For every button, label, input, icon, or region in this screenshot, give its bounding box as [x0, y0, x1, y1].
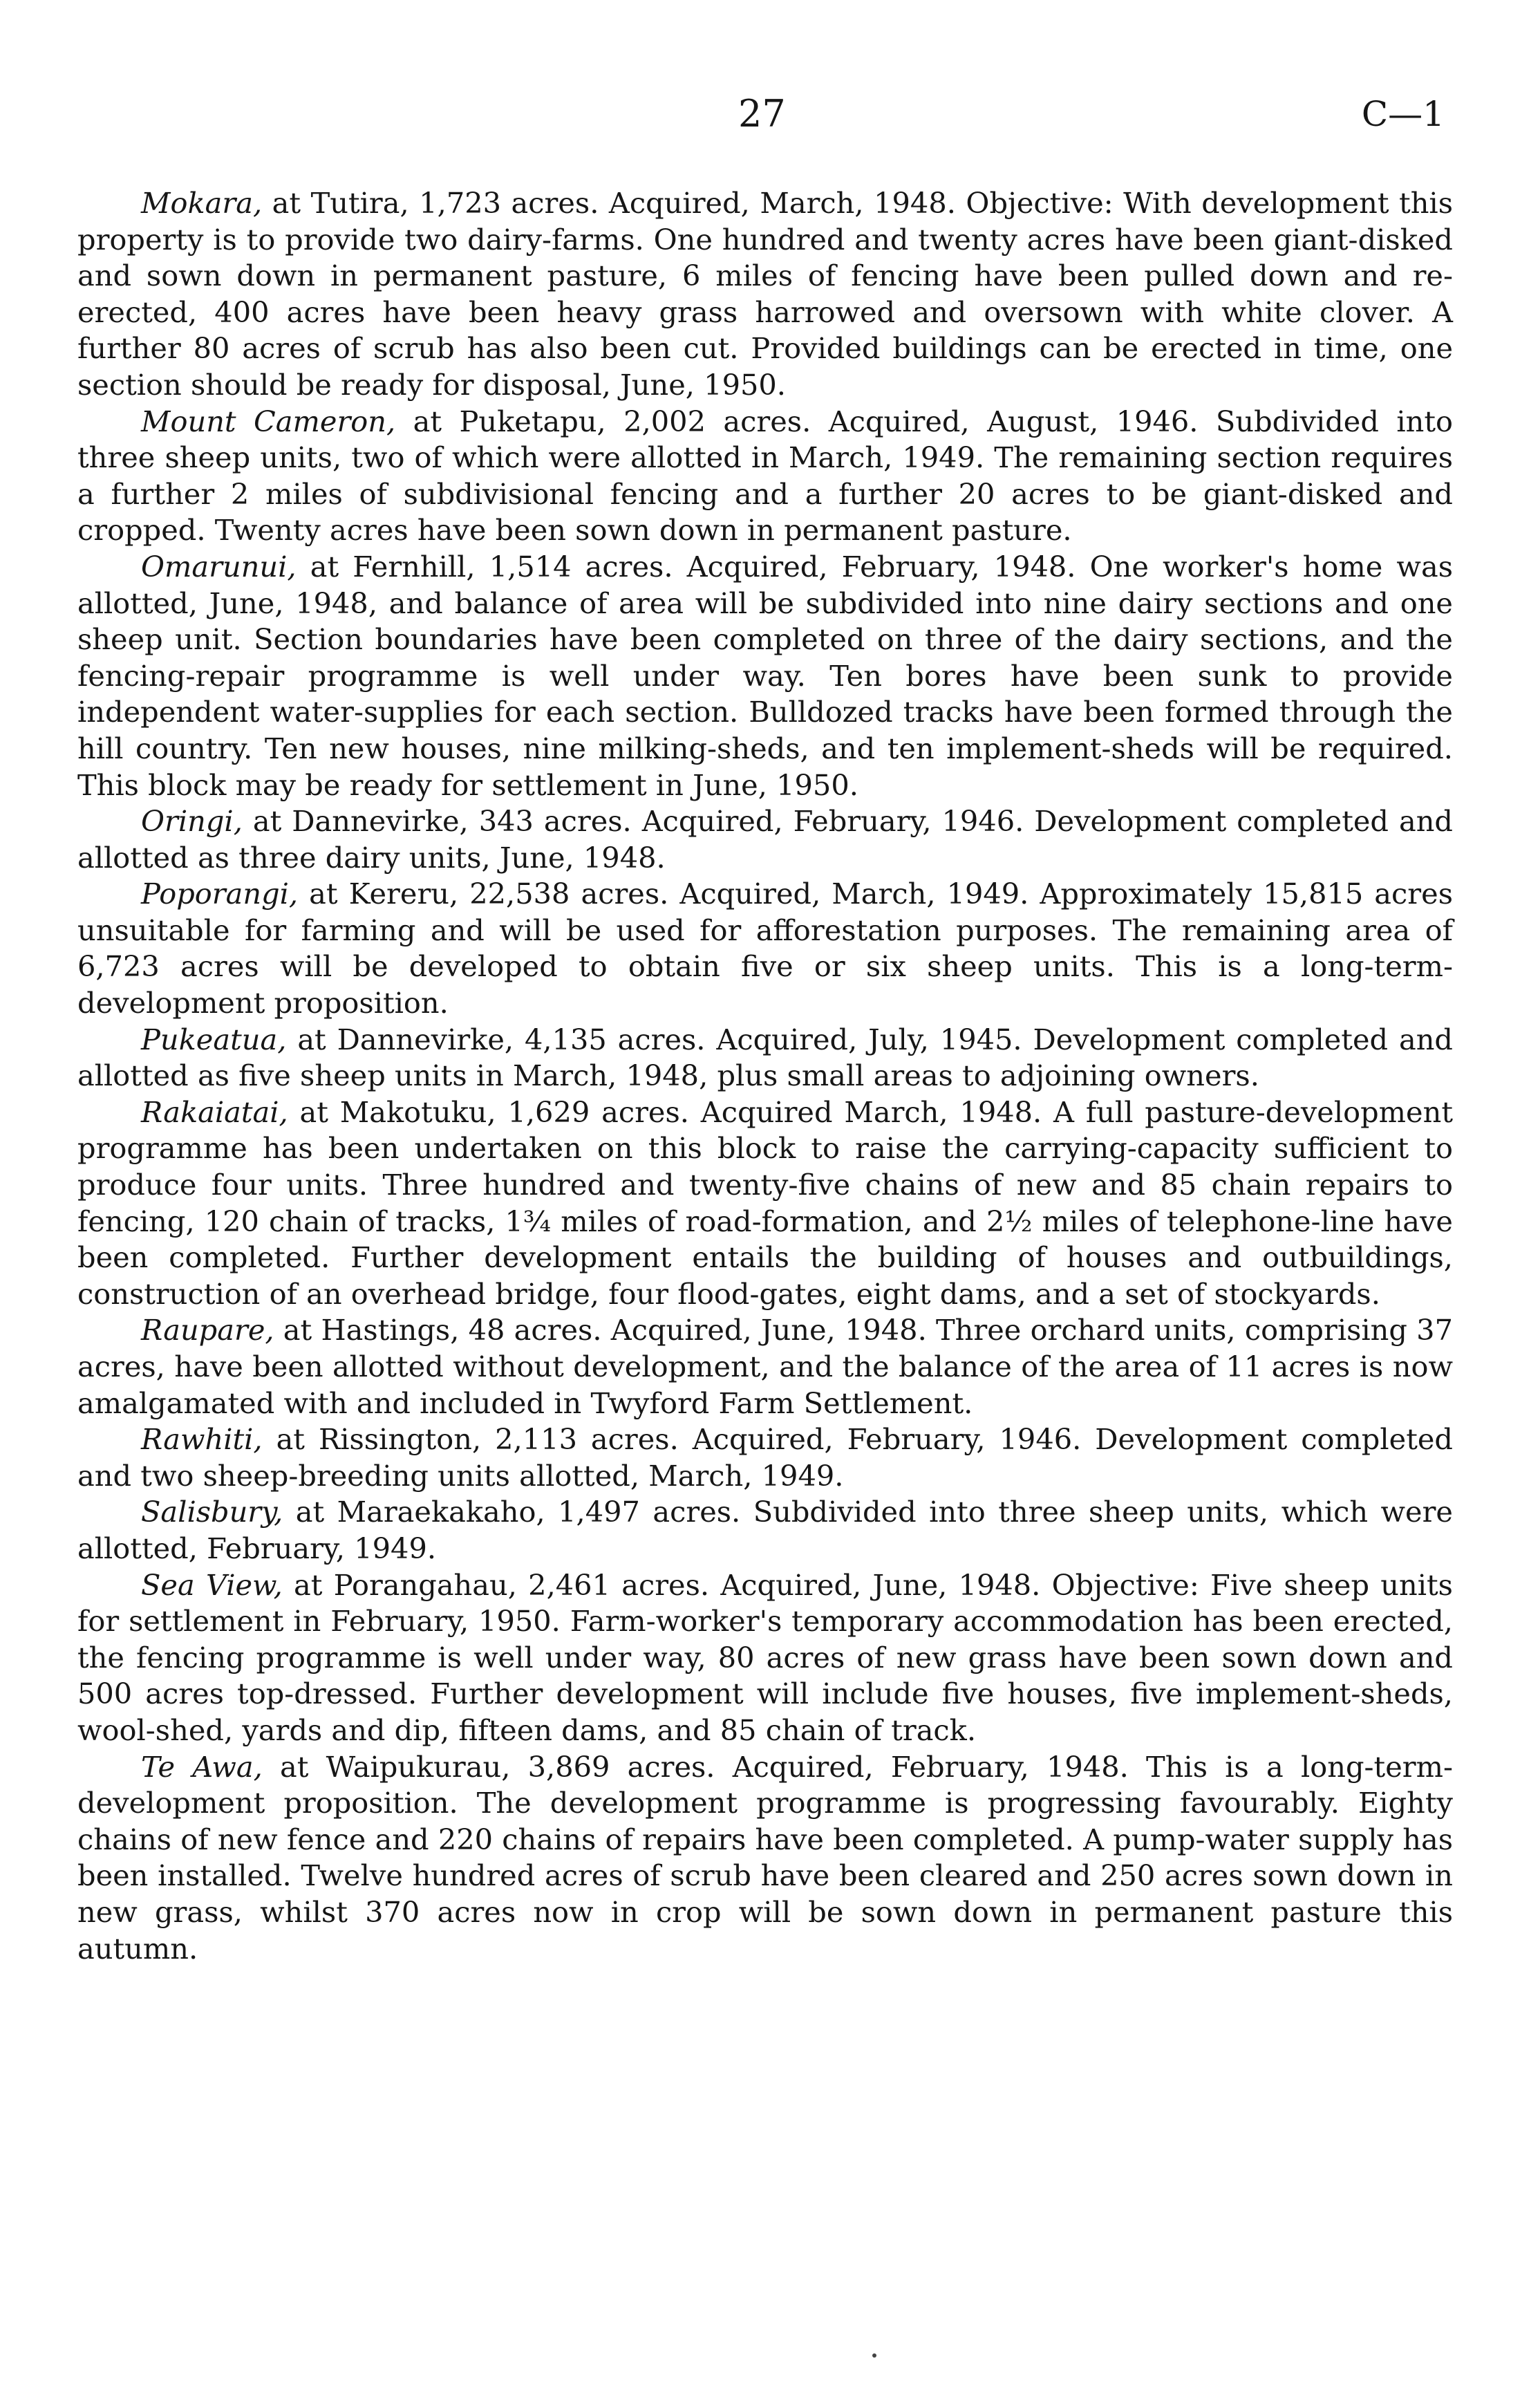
- entry-text: at Rissington, 2,113 acres. Acquired, February, 1946. Development completed and two sheep-breeding units allotted, March, 1949.: [77, 1422, 1453, 1493]
- entry-name: Mokara,: [141, 186, 263, 220]
- entry-text: at Dannevirke, 343 acres. Acquired, February, 1946. Development completed and allotted as three dairy units, June, 1948.: [77, 804, 1453, 875]
- entry-poporangi: [77, 876, 1453, 1021]
- entry-mount-cameron: [77, 404, 1453, 549]
- entry-text: at Waipukurau, 3,869 acres. Acquired, February, 1948. This is a long-term-development proposition. The development programme is progressing favourably. Eighty chains of new fence and 220 chains of repairs have been completed. A pump-water supply has been installed. Twelve hundred acres of scrub have been cleared and 250 acres sown down in new grass, whilst 370 acres now in crop will be sown down in permanent pasture this autumn.: [77, 1749, 1453, 1966]
- paper-reference: C—1: [1361, 94, 1445, 134]
- entry-text: at Dannevirke, 4,135 acres. Acquired, July, 1945. Development completed and allotted as five sheep units in March, 1948, plus small areas to adjoining owners.: [77, 1022, 1453, 1093]
- body-text: [77, 185, 1453, 1967]
- entry-name: Rawhiti,: [141, 1422, 263, 1457]
- entry-name: Te Awa,: [141, 1749, 263, 1784]
- entry-name: Rakaiatai,: [141, 1094, 288, 1129]
- entry-name: Poporangi,: [141, 877, 299, 911]
- entry-text: at Fernhill, 1,514 acres. Acquired, February, 1948. One worker's home was allotted, June, 1948, and balance of area will be subdivided into nine dairy sections and one sheep unit. Section boundaries have been completed on three of the dairy sections, and the fencing-repair programme is well under way. Ten bores have been sunk to provide independent water-supplies for each section. Bulldozed tracks have been formed through the hill country. Ten new houses, nine milking-sheds, and ten implement-sheds will be required. This block may be ready for settlement in June, 1950.: [77, 549, 1453, 802]
- entry-text: at Porangahau, 2,461 acres. Acquired, June, 1948. Objective: Five sheep units for settlement in February, 1950. Farm-worker's temporary accommodation has been erected, the fencing programme is well under way, 80 acres of new grass have been sown down and 500 acres top-dressed. Further development will include five houses, five implement-sheds, wool-shed, yards and dip, fifteen dams, and 85 chain of track.: [77, 1567, 1453, 1747]
- scan-speck-mark: [872, 2353, 876, 2358]
- entry-name: Mount Cameron,: [141, 404, 396, 438]
- entry-pukeatua: [77, 1022, 1453, 1094]
- entry-name: Sea View,: [141, 1567, 283, 1602]
- entry-te-awa: [77, 1749, 1453, 1968]
- entry-sea-view: [77, 1567, 1453, 1749]
- entry-raupare: [77, 1312, 1453, 1421]
- entry-salisbury: [77, 1494, 1453, 1567]
- entry-text: at Kereru, 22,538 acres. Acquired, March, 1949. Approximately 15,815 acres unsuitable for farming and will be used for afforestation purposes. The remaining area of 6,723 acres will be developed to obtain five or six sheep units. This is a long-term-development proposition.: [77, 877, 1453, 1020]
- entry-name: Omarunui,: [141, 549, 297, 584]
- entry-omarunui: [77, 549, 1453, 803]
- entry-name: Pukeatua,: [141, 1022, 287, 1056]
- entry-rakaiatai: [77, 1094, 1453, 1313]
- entry-text: at Puketapu, 2,002 acres. Acquired, August, 1946. Subdivided into three sheep units, two of which were allotted in March, 1949. The remaining section requires a further 2 miles of subdivisional fencing and a further 20 acres to be giant-disked and cropped. Twenty acres have been sown down in permanent pasture.: [77, 404, 1453, 548]
- page-header: [0, 90, 1540, 145]
- entry-text: at Maraekakaho, 1,497 acres. Subdivided into three sheep units, which were allotted, February, 1949.: [77, 1495, 1453, 1565]
- entry-rawhiti: [77, 1421, 1453, 1494]
- entry-text: at Hastings, 48 acres. Acquired, June, 1948. Three orchard units, comprising 37 acres, have been allotted without development, and the balance of the area of 11 acres is now amalgamated with and included in Twyford Farm Settlement.: [77, 1313, 1453, 1420]
- entry-name: Salisbury,: [141, 1495, 283, 1529]
- entry-name: Raupare,: [141, 1313, 274, 1347]
- entry-oringi: [77, 803, 1453, 876]
- entry-text: at Makotuku, 1,629 acres. Acquired March, 1948. A full pasture-development programme has been undertaken on this block to raise the carrying-capacity sufficient to produce four units. Three hundred and twenty-five chains of new and 85 chain repairs to fencing, 120 chain of tracks, 1¾ miles of road-formation, and 2½ miles of telephone-line have been completed. Further development entails the building of houses and outbuildings, construction of an overhead bridge, four flood-gates, eight dams, and a set of stockyards.: [77, 1094, 1453, 1311]
- entry-mokara: [77, 185, 1453, 404]
- entry-name: Oringi,: [141, 804, 243, 839]
- entry-text: at Tutira, 1,723 acres. Acquired, March, 1948. Objective: With development this property is to provide two dairy-farms. One hundred and twenty acres have been giant-disked and sown down in permanent pasture, 6 miles of fencing have been pulled down and re-erected, 400 acres have been heavy grass harrowed and oversown with white clover. A further 80 acres of scrub has also been cut. Provided buildings can be erected in time, one section should be ready for disposal, June, 1950.: [77, 186, 1453, 402]
- page-number: 27: [738, 92, 786, 136]
